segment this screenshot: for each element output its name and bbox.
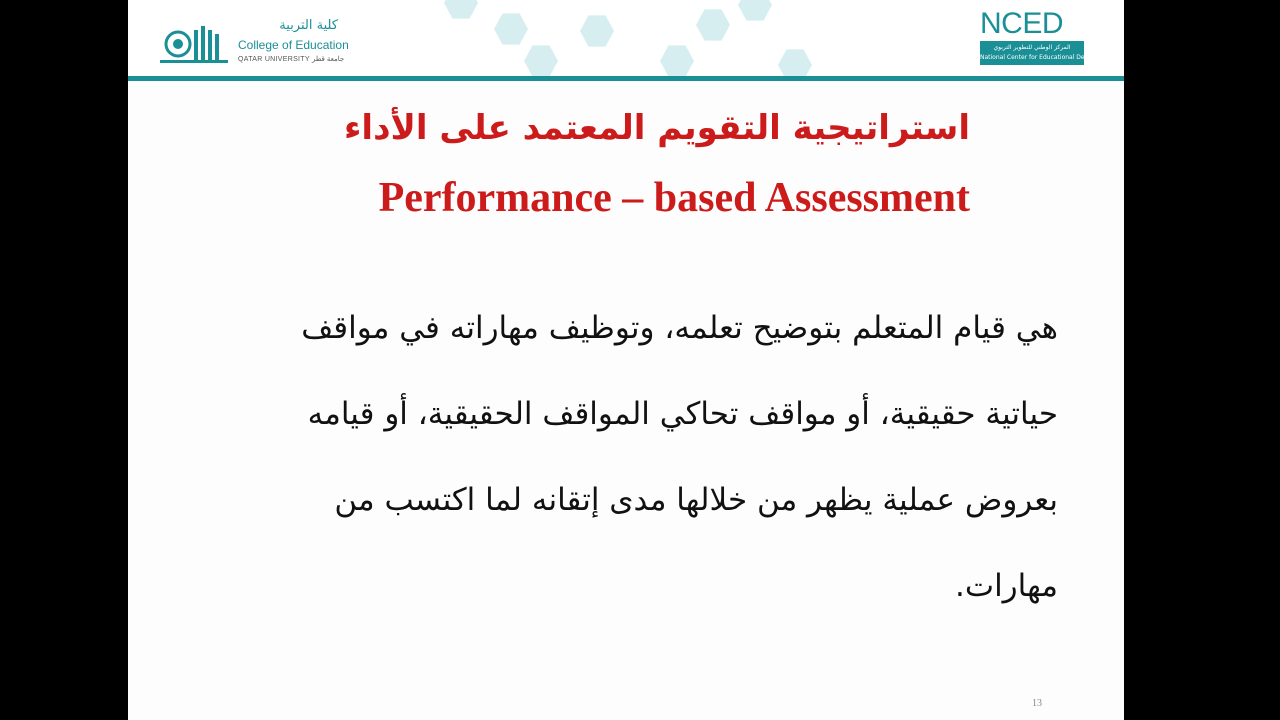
university-name: QATAR UNIVERSITY جامعة قطر	[238, 56, 345, 63]
slide-title-english: Performance – based Assessment	[378, 175, 970, 221]
definition-paragraph	[198, 298, 1058, 642]
paragraph-line: حياتية حقيقية، أو مواقف تحاكي المواقف الحقيقية، أو قيامه	[307, 396, 1058, 432]
page-number: 13	[1032, 698, 1042, 709]
paragraph-line: بعروض عملية يظهر من خلالها مدى إتقانه لما اكتسب من	[334, 482, 1058, 518]
nced-tagline-arabic: المركز الوطني للتطوير التربوي	[993, 44, 1071, 51]
nced-wordmark: NCED	[980, 7, 1064, 40]
nced-logo	[978, 7, 1117, 68]
paragraph-line: هي قيام المتعلم بتوضيح تعلمه، وتوظيف مهاراته في مواقف	[301, 310, 1058, 346]
qatar-university-emblem-icon	[158, 22, 230, 66]
nced-tagline-english: National Center for Educational Development	[980, 54, 1117, 61]
slide	[128, 0, 1124, 720]
college-name-english: College of Education	[238, 38, 349, 52]
nced-tagline	[980, 41, 1117, 65]
slide-title-arabic: استراتيجية التقويم المعتمد على الأداء	[344, 108, 970, 148]
slide-header	[128, 0, 1124, 80]
header-divider	[128, 76, 1124, 81]
paragraph-line: مهارات.	[955, 568, 1058, 604]
college-name-arabic: كلية التربية	[279, 18, 338, 33]
college-of-education-logo	[158, 18, 358, 70]
